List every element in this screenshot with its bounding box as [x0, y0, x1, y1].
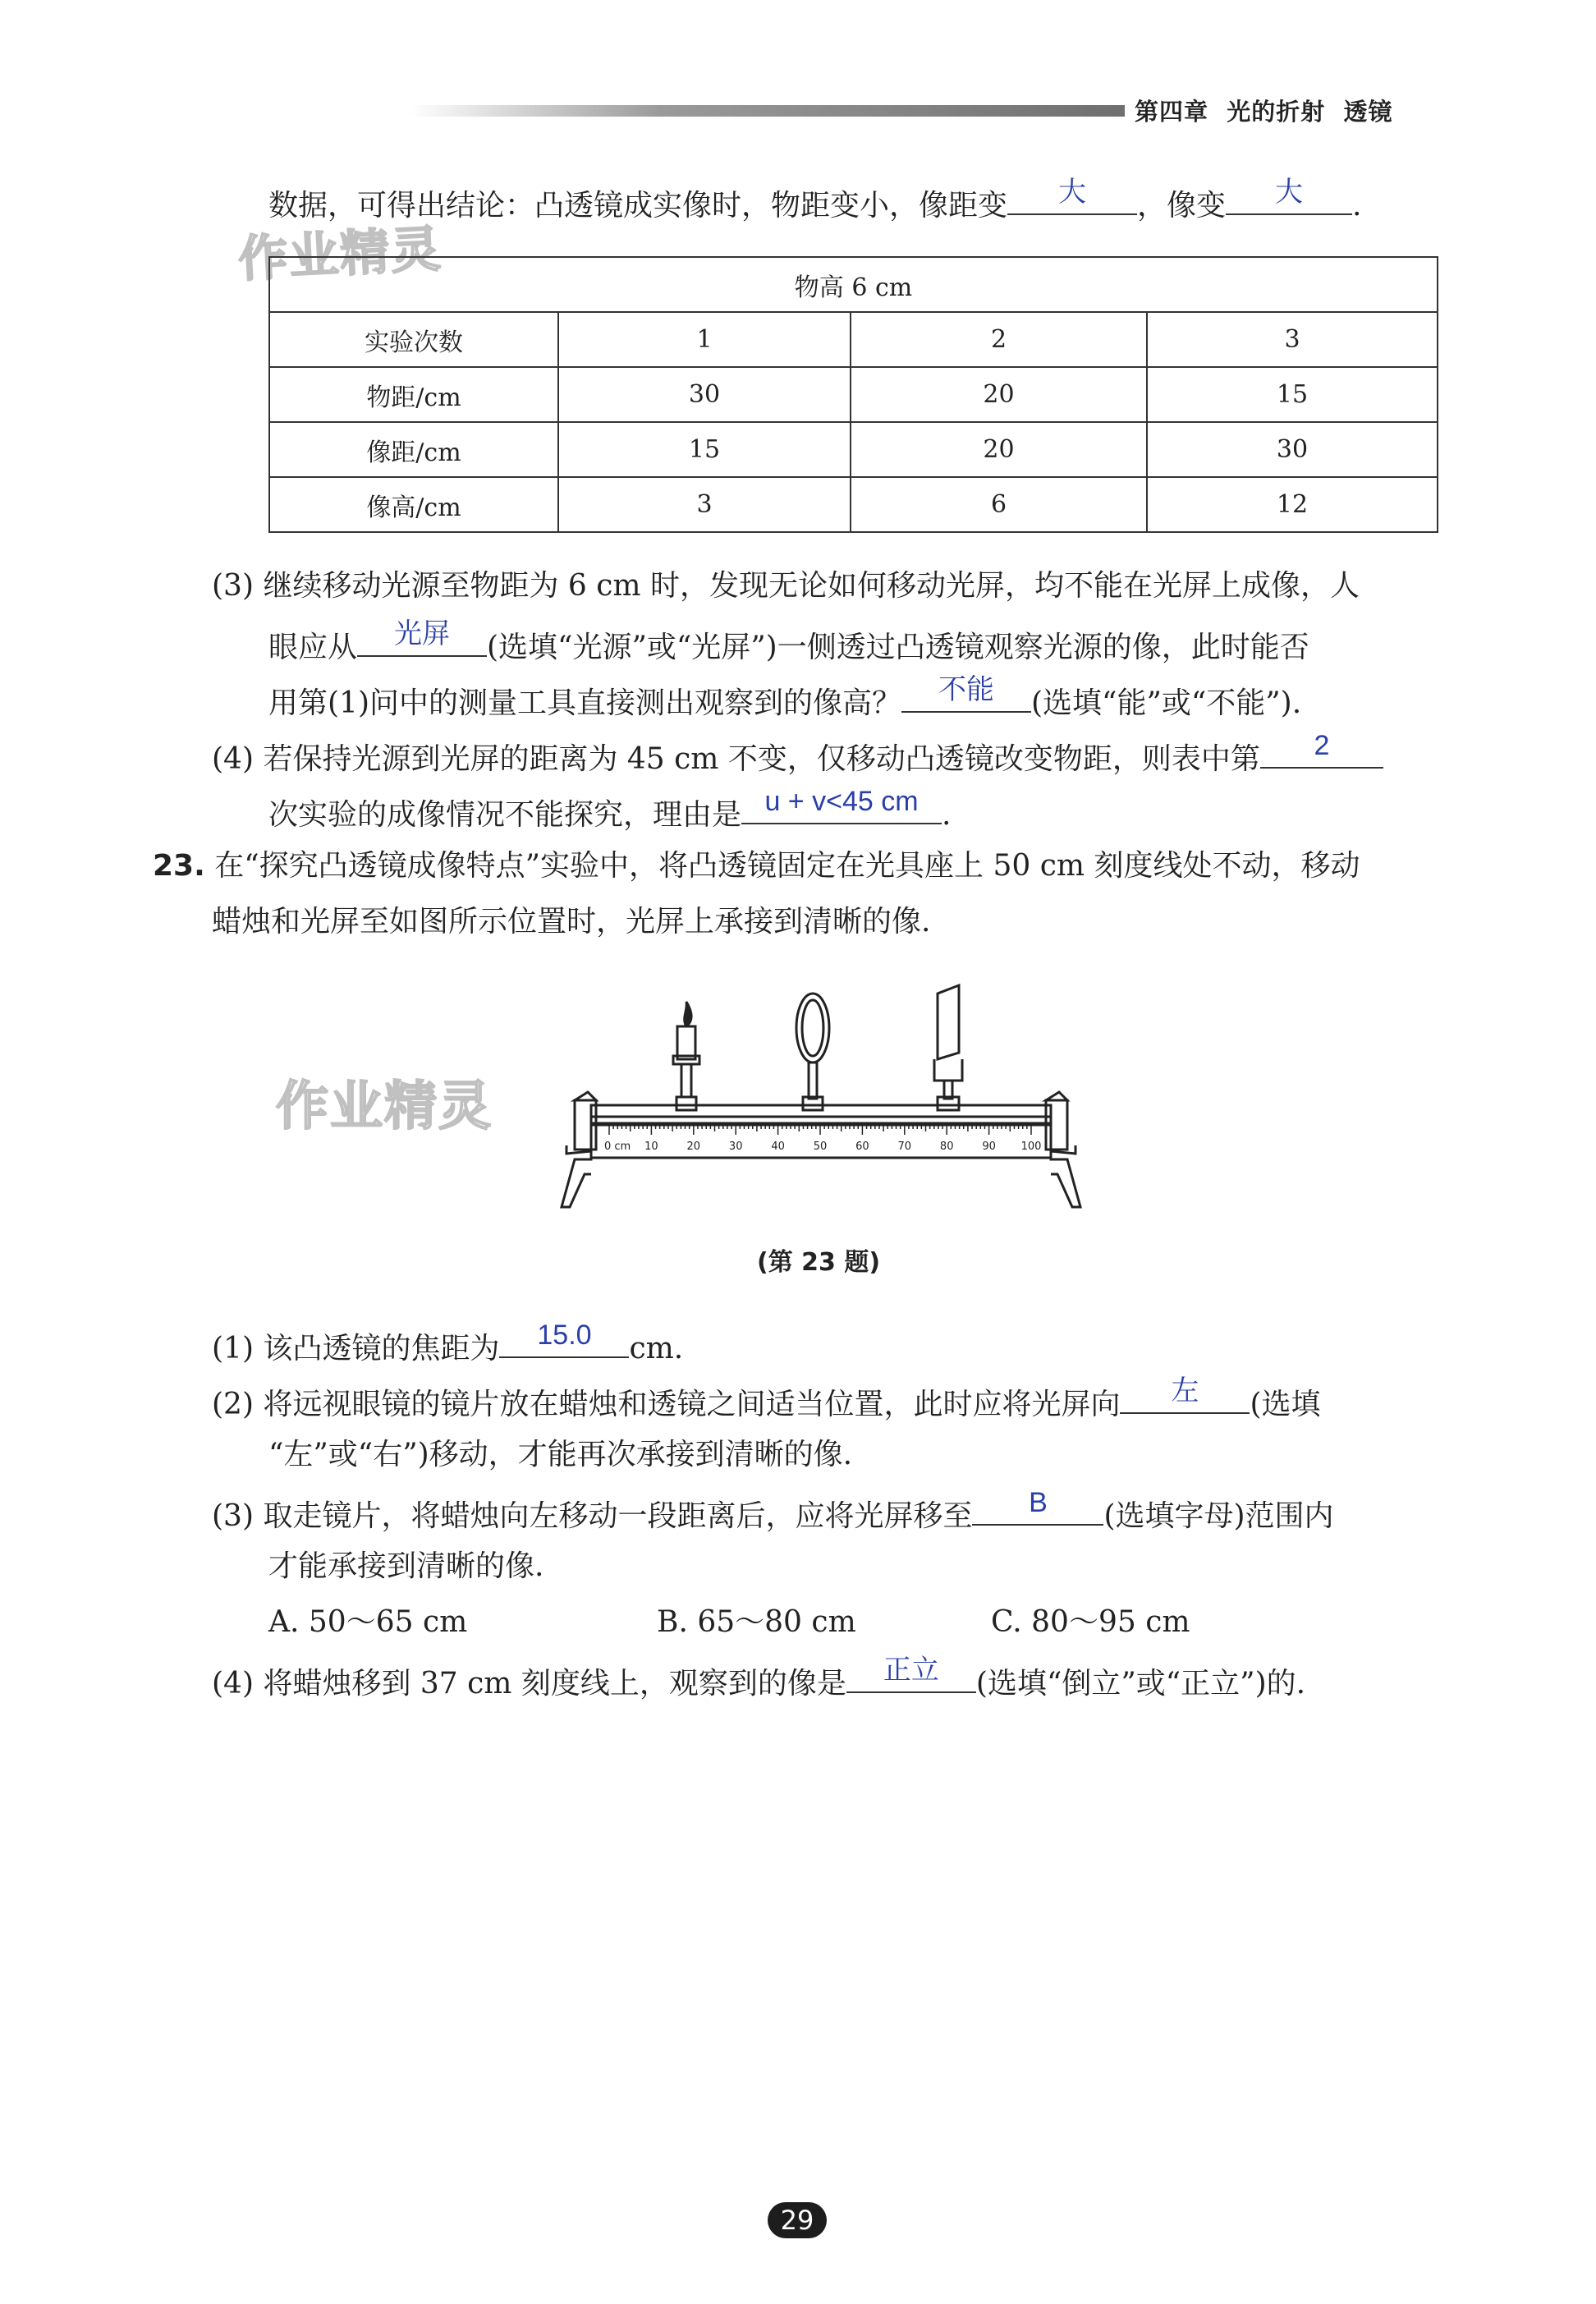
- ruler-label: 70: [897, 1141, 912, 1153]
- experiment-table: [268, 256, 1438, 533]
- q23-2-line2: “左”或“右”)移动，才能再次承接到清晰的像.: [268, 1438, 853, 1471]
- blank-focal-length: [499, 1320, 629, 1358]
- q22-3-line2: 眼应从 光屏 (选填“光源”或“光屏”)一侧透过凸透镜观察光源的像，此时能否: [268, 618, 1309, 664]
- table-header-cell: 3: [1147, 312, 1438, 367]
- ruler-label: 30: [728, 1141, 743, 1153]
- table-caption: 物高 6 cm: [269, 257, 1438, 312]
- option-c: C. 80～95 cm: [991, 1605, 1190, 1639]
- blank-image-size: [1226, 177, 1352, 215]
- table-header-cell: 实验次数: [269, 312, 558, 367]
- header-topic: 透镜: [1343, 98, 1393, 126]
- watermark-figure: 作业精灵: [276, 1076, 493, 1137]
- q22-4-line2: 次实验的成像情况不能探究，理由是 u + v<45 cm .: [268, 786, 952, 832]
- watermark-top: 作业精灵: [236, 220, 443, 289]
- table-cell: 20: [851, 422, 1147, 477]
- answer-reason: u + v<45 cm: [764, 786, 919, 817]
- answer-screen-direction: 左: [1171, 1375, 1199, 1407]
- table-row: [269, 422, 1438, 477]
- answer-focal-length: 15.0: [537, 1320, 592, 1351]
- table-cell: 15: [558, 422, 851, 477]
- blank-image-distance: [1007, 177, 1137, 215]
- table-cell: 30: [558, 367, 851, 422]
- candle-icon: [673, 1002, 699, 1110]
- blank-trial-number: [1260, 730, 1383, 769]
- running-header: [1135, 94, 1392, 127]
- ruler-label: 0 cm: [604, 1141, 631, 1153]
- header-decor-bar: [410, 105, 1125, 117]
- q23-3-line1: (3) 取走镜片，将蜡烛向左移动一段距离后，应将光屏移至 B (选填字母)范围内: [212, 1487, 1334, 1533]
- table-cell: 6: [851, 477, 1147, 532]
- q23-4-line: (4) 将蜡烛移到 37 cm 刻度线上，观察到的像是 正立 (选填“倒立”或“正立”)的.: [212, 1655, 1306, 1700]
- table-cell: 20: [851, 367, 1147, 422]
- table-cell: 像高/cm: [269, 477, 558, 532]
- table-caption-row: [269, 257, 1438, 312]
- answer-image-distance: 大: [1058, 177, 1087, 208]
- ruler-label: 50: [813, 1141, 828, 1153]
- ruler-tick-marks: [609, 1125, 1031, 1135]
- convex-lens-icon: [796, 994, 829, 1110]
- q22-4-line1: (4) 若保持光源到光屏的距离为 45 cm 不变，仅移动凸透镜改变物距，则表中第 2: [212, 737, 1383, 776]
- q23-line2: 蜡烛和光屏至如图所示位置时，光屏上承接到清晰的像.: [212, 905, 931, 939]
- table-cell: 3: [558, 477, 851, 532]
- table-cell: 12: [1147, 477, 1438, 532]
- blank-screen-direction: [1120, 1375, 1250, 1414]
- q22-3-line3: 用第(1)问中的测量工具直接测出观察到的像高？ 不能 (选填“能”或“不能”).: [268, 674, 1302, 720]
- table-header-cell: 1: [558, 312, 851, 367]
- q23-2-line1: (2) 将远视眼镜的镜片放在蜡烛和透镜之间适当位置，此时应将光屏向 左 (选填: [212, 1375, 1321, 1421]
- blank-image-orientation: [846, 1655, 976, 1693]
- ruler-label: 40: [771, 1141, 785, 1153]
- table-cell: 物距/cm: [269, 367, 558, 422]
- option-a: A. 50～65 cm: [268, 1605, 468, 1639]
- q22-3-line1: (3) 继续移动光源至物距为 6 cm 时，发现无论如何移动光屏，均不能在光屏上成像，人: [212, 569, 1360, 603]
- table-cell: 15: [1147, 367, 1438, 422]
- header-chapter: 第四章: [1135, 98, 1209, 126]
- ruler-label: 90: [982, 1141, 996, 1153]
- answer-observe-side: 光屏: [394, 618, 451, 649]
- header-section: 光的折射: [1227, 98, 1326, 126]
- q23-1-line: (1) 该凸透镜的焦距为 15.0 cm.: [212, 1320, 684, 1365]
- q23-number: 23.: [153, 849, 205, 883]
- blank-observe-side: [357, 618, 487, 657]
- answer-can-measure: 不能: [938, 674, 994, 705]
- table-row: [269, 477, 1438, 532]
- ruler-labels: [604, 1141, 1041, 1153]
- blank-reason: [741, 786, 942, 824]
- q23-3-line2: 才能承接到清晰的像.: [268, 1549, 544, 1583]
- figure-caption: (第 23 题): [757, 1248, 881, 1277]
- answer-image-orientation: 正立: [883, 1655, 939, 1686]
- light-screen-icon: [934, 985, 962, 1110]
- optical-bench-figure: [542, 977, 1100, 1248]
- blank-can-measure: [901, 674, 1031, 713]
- ruler-label: 20: [686, 1141, 701, 1153]
- ruler-label: 80: [939, 1141, 954, 1153]
- table-header-row: [269, 312, 1438, 367]
- table-header-cell: 2: [851, 312, 1147, 367]
- blank-screen-range: [972, 1487, 1103, 1526]
- answer-screen-range: B: [1029, 1487, 1048, 1518]
- answer-image-size: 大: [1275, 177, 1304, 208]
- q22-conclusion-line: 数据，可得出结论：凸透镜成实像时，物距变小，像距变 大 ，像变 大 .: [268, 177, 1362, 223]
- page-number: 29: [768, 2202, 827, 2238]
- answer-trial-number: 2: [1314, 730, 1330, 761]
- table-row: [269, 367, 1438, 422]
- ruler-label: 100: [1020, 1141, 1042, 1153]
- ruler-label: 10: [644, 1141, 658, 1153]
- table-cell: 30: [1147, 422, 1438, 477]
- q23-line1: 23. 在“探究凸透镜成像特点”实验中，将凸透镜固定在光具座上 50 cm 刻度线处不动，移动: [153, 849, 1360, 883]
- option-b: B. 65～80 cm: [657, 1605, 856, 1639]
- ruler-label: 60: [855, 1141, 869, 1153]
- table-cell: 像距/cm: [269, 422, 558, 477]
